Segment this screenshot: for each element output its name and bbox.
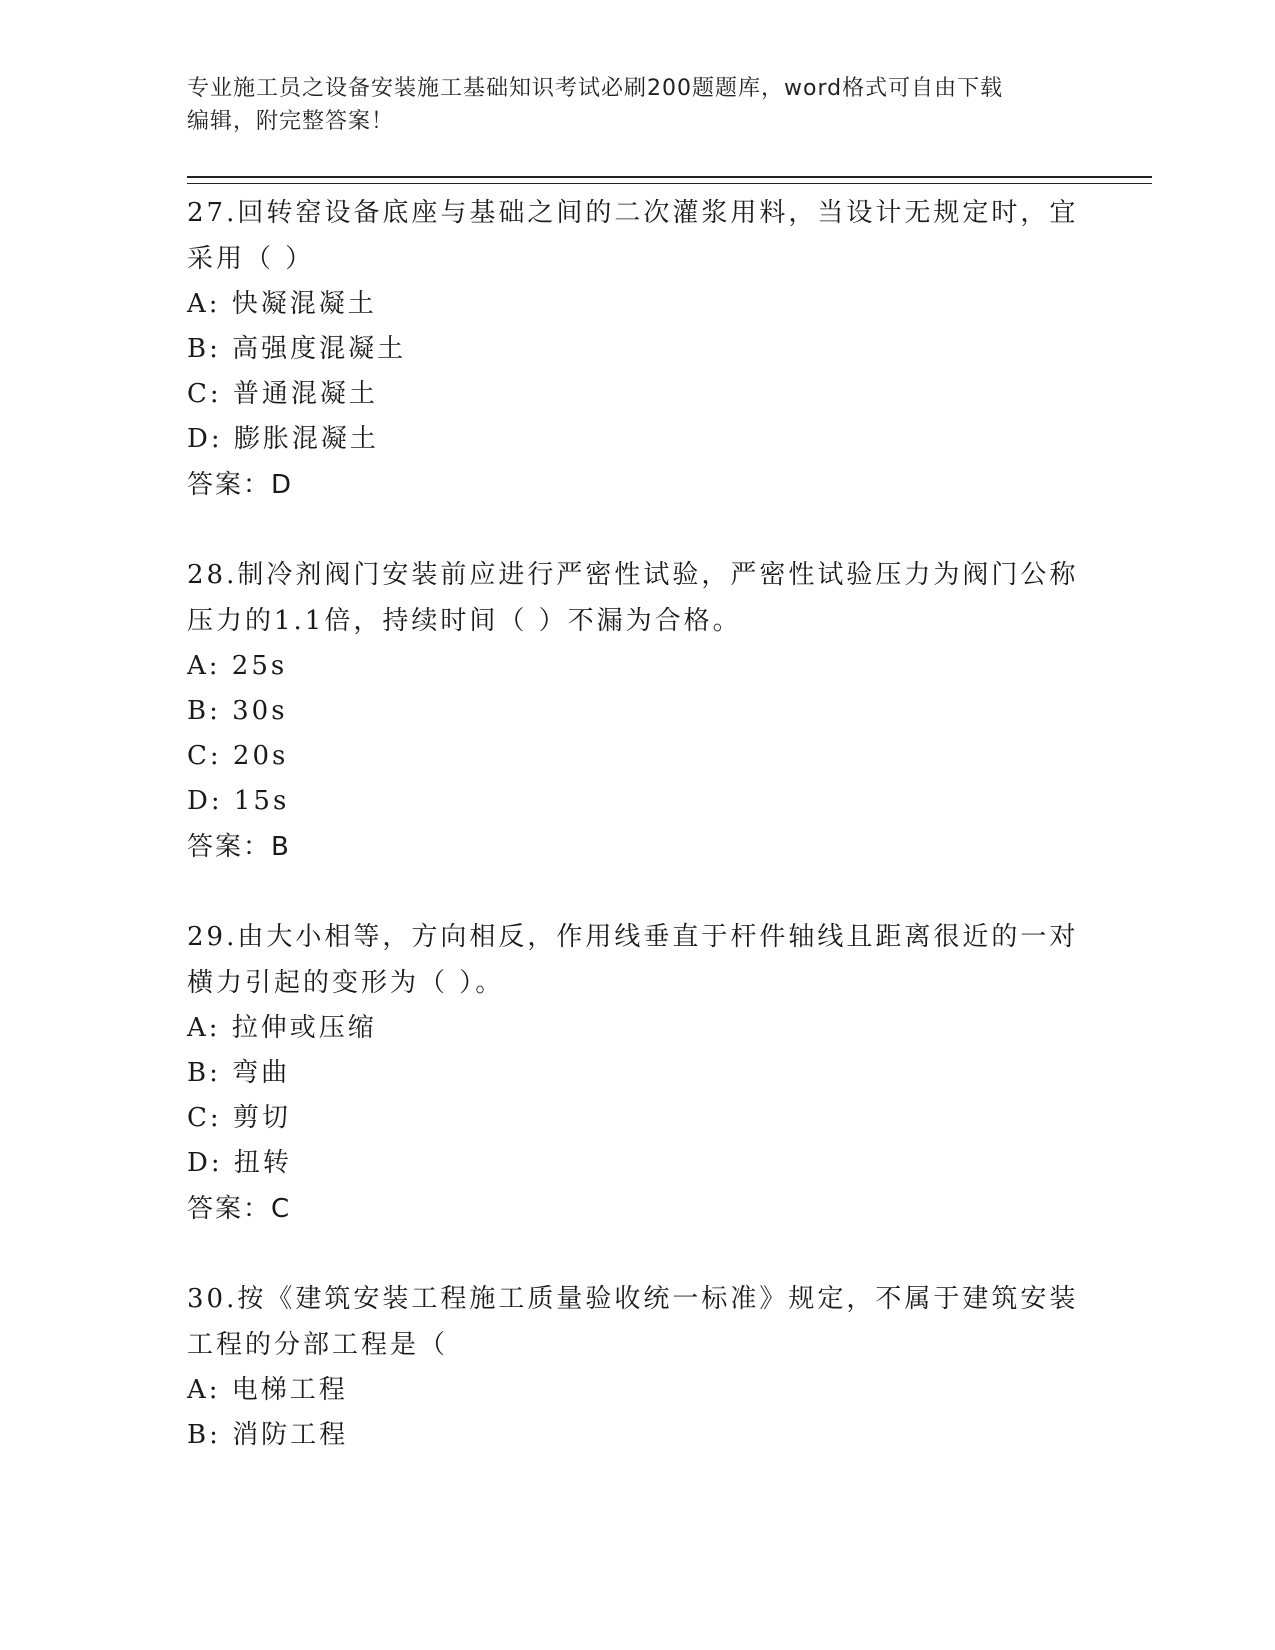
- option-d: D: 膨胀混凝土: [187, 424, 379, 454]
- question-stem-line-1: 29.由大小相等，方向相反，作用线垂直于杆件轴线且距离很近的一对: [187, 922, 1079, 952]
- question-stem: [187, 1276, 1087, 1368]
- question-27: [187, 190, 1087, 508]
- question-29: [187, 914, 1087, 1232]
- option-a: A: 拉伸或压缩: [187, 1013, 377, 1043]
- option-c: C: 剪切: [187, 1103, 291, 1133]
- option-d: D: 扭转: [187, 1148, 292, 1178]
- option-d: D: 15s: [187, 786, 290, 816]
- header-line-2: 编辑，附完整答案！: [187, 109, 395, 134]
- question-stem: [187, 914, 1087, 1006]
- question-stem-line-1: 27.回转窑设备底座与基础之间的二次灌浆用料，当设计无规定时，宜: [187, 198, 1079, 228]
- answer: 答案：D: [187, 470, 294, 500]
- question-30: [187, 1276, 1087, 1458]
- option-b: B: 消防工程: [187, 1420, 349, 1450]
- header-divider-thin: [187, 183, 1152, 184]
- answer: 答案：C: [187, 1194, 292, 1224]
- question-stem-line-2: 工程的分部工程是（: [187, 1330, 449, 1360]
- header-divider-thick: [187, 176, 1152, 178]
- question-stem-line-1: 30.按《建筑安装工程施工质量验收统一标准》规定，不属于建筑安装: [187, 1284, 1079, 1314]
- option-c: C: 20s: [187, 741, 289, 771]
- question-stem: [187, 552, 1087, 644]
- question-stem: [187, 190, 1087, 282]
- question-stem-line-1: 28.制冷剂阀门安装前应进行严密性试验，严密性试验压力为阀门公称: [187, 560, 1079, 590]
- question-list: [187, 190, 1087, 1502]
- option-b: B: 30s: [187, 696, 288, 726]
- option-a: A: 快凝混凝土: [187, 289, 377, 319]
- document-header: [187, 72, 1067, 138]
- question-stem-line-2: 采用（ ）: [187, 244, 315, 274]
- option-b: B: 高强度混凝土: [187, 334, 407, 364]
- option-b: B: 弯曲: [187, 1058, 291, 1088]
- question-28: [187, 552, 1087, 870]
- question-stem-line-2: 横力引起的变形为（ ）。: [187, 968, 505, 998]
- question-stem-line-2: 压力的1.1倍，持续时间（ ）不漏为合格。: [187, 606, 742, 636]
- header-line-1: 专业施工员之设备安装施工基础知识考试必刷200题题库，word格式可自由下载: [187, 76, 1004, 101]
- option-a: A: 25s: [187, 651, 288, 681]
- option-c: C: 普通混凝土: [187, 379, 378, 409]
- option-a: A: 电梯工程: [187, 1375, 348, 1405]
- answer: 答案：B: [187, 832, 291, 862]
